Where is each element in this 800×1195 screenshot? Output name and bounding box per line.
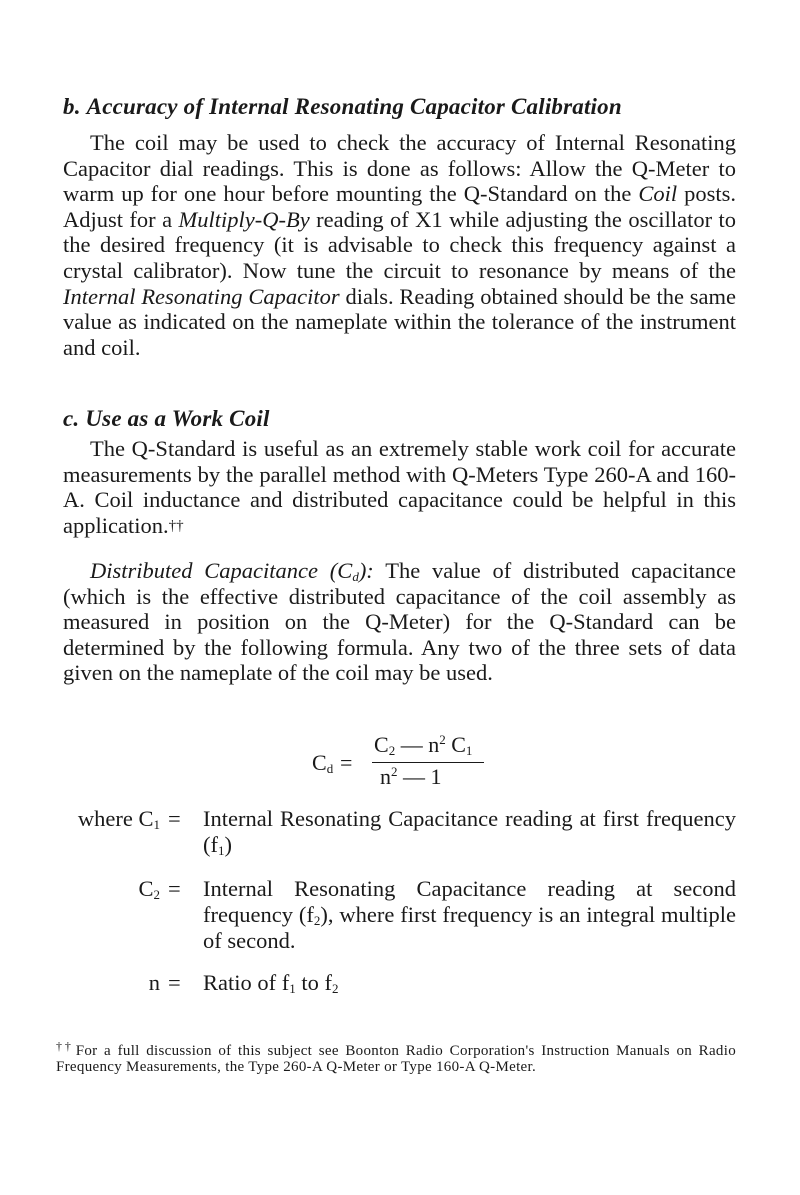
footnote-text: For a full discussion of this subject see Boonton Radio Corporation's Instruction Manuals on Radio Frequency Measurements, the Type 260-A Q-Meter or Type 160-A Q-Meter. (56, 1043, 736, 1075)
n-f1-subscript: 1 (289, 981, 296, 996)
formula-lhs (312, 750, 333, 776)
footnote-mark: †† (56, 1039, 74, 1053)
formula-lhs-symbol: C (312, 750, 327, 775)
formula-denominator (380, 764, 442, 790)
numerator-c1: C (445, 732, 466, 757)
section-b-paragraph (63, 130, 736, 360)
numerator-c2: C (374, 732, 389, 757)
section-b-text-2: posts. Adjust for a (63, 181, 737, 232)
section-c-paragraph-1 (63, 436, 736, 539)
section-b-title: Accuracy of Internal Resonating Capacitor Calibration (86, 94, 622, 119)
numerator-c1-subscript: 1 (465, 743, 473, 758)
distributed-capacitance-label: Distributed Capacitance (C (90, 558, 353, 583)
section-b-label: b. (63, 94, 81, 119)
distributed-capacitance-close: ): (358, 558, 374, 583)
section-b-heading (63, 92, 622, 122)
multiply-q-by-term: Multiply-Q-By (178, 206, 310, 232)
fraction-bar (372, 762, 484, 763)
section-c-text: The Q-Standard is useful as an extremely stable work coil for accurate measurements by the parallel method with Q-Meters Type 260-A and 160-A. Coil inductance and distributed capacitance could be helpful in this application. (63, 436, 736, 538)
formula-numerator (374, 732, 472, 758)
denominator-n: n (380, 764, 391, 789)
distributed-capacitance-formula (312, 732, 512, 792)
n-f2-subscript: 2 (331, 981, 339, 996)
formula-equals: = (340, 750, 353, 775)
definition-n-text (203, 970, 736, 996)
section-b-text-1: The coil may be used to check the accuracy of Internal Resonating Capacitor dial readings. This is done as follows: Allow the Q-Meter to warm up for one hour before mounting the Q-Standard on the (63, 130, 736, 207)
distributed-capacitance-subscript: d (352, 569, 359, 584)
c1-description: Internal Resonating Capacitance reading at first frequency (f (203, 806, 736, 857)
internal-resonating-capacitor-term: Internal Resonating Capacitor (63, 283, 340, 309)
definition-n-equals: = (168, 970, 181, 995)
footnote (56, 1039, 736, 1075)
distributed-capacitance-text: The value of distributed capacitance (which is the effective distributed capacitance of the coil assembly as measured in position on the Q-Meter) for the Q-Standard can be determined by the following formula. Any two of the three sets of data given on the nameplate of the coil may be used. (63, 558, 736, 686)
c1-description-close: ) (224, 832, 232, 857)
section-b-text-3: reading of X1 while adjusting the oscillator to the desired frequency (it is advisable to check this frequency against a crystal calibrator). Now tune the circuit to resonance by means of the (63, 206, 736, 283)
coil-term: Coil (638, 181, 678, 207)
section-c-title: Use as a Work Coil (85, 406, 270, 431)
n-description: Ratio of f (203, 970, 290, 995)
c2-description-rest: ), where first frequency is an integral multiple of second. (203, 902, 736, 953)
numerator-exponent: 2 (439, 732, 446, 747)
section-b-text-4: dials. Reading obtained should be the same value as indicated on the nameplate within the tolerance of the instrument and coil. (63, 283, 736, 360)
definition-c2-key (0, 876, 160, 902)
c2-f-subscript: 2 (313, 913, 321, 928)
distributed-capacitance-lead (90, 558, 374, 583)
section-c-label: c. (63, 406, 80, 431)
c2-description: Internal Resonating Capacitance reading at second frequency (f (203, 876, 736, 927)
c1-f-subscript: 1 (218, 843, 225, 858)
definition-c2-equals: = (168, 876, 181, 901)
n-description-mid: to f (295, 970, 332, 995)
where-c1-label: where C (77, 806, 154, 831)
definition-c1-equals: = (168, 806, 181, 831)
footnote-reference: †† (168, 517, 184, 534)
n-label: n (148, 970, 160, 995)
c1-subscript: 1 (153, 817, 160, 832)
section-c-heading (63, 404, 270, 434)
denominator-exponent: 2 (391, 764, 398, 779)
denominator-minus-one: — 1 (397, 764, 442, 789)
numerator-c2-subscript: 2 (388, 743, 396, 758)
c2-subscript: 2 (153, 887, 160, 902)
definition-c1-text (203, 806, 736, 858)
numerator-minus-n: — n (395, 732, 440, 757)
definition-c1-key (0, 806, 160, 832)
c2-label: C (138, 876, 154, 901)
section-c-paragraph-2 (63, 558, 736, 686)
definition-c2-text (203, 876, 736, 954)
formula-lhs-subscript: d (326, 761, 334, 776)
